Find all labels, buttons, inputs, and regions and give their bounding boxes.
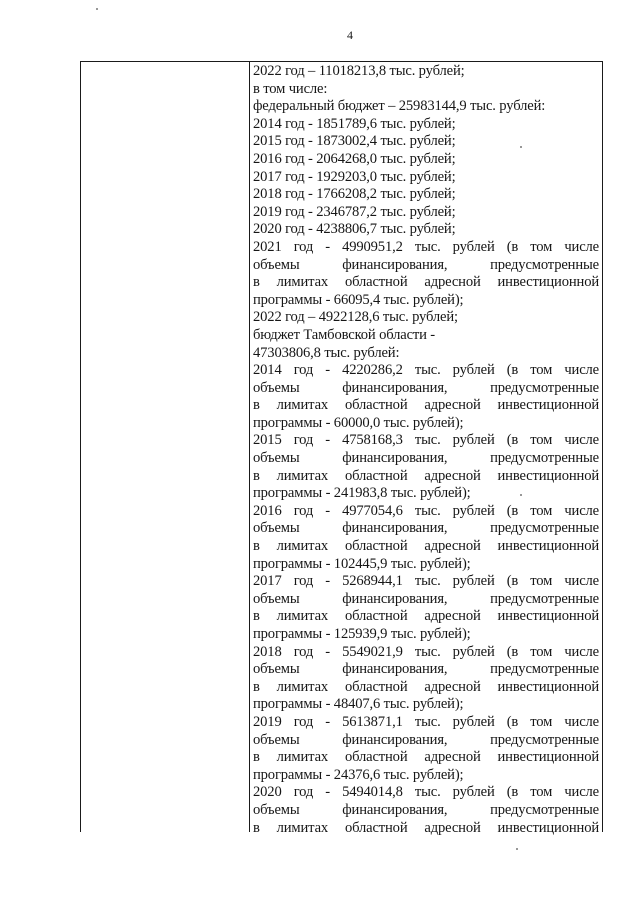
text-line: в лимитах областной адресной инвестиционной xyxy=(253,749,599,766)
document-table xyxy=(80,61,603,836)
table-right-cell xyxy=(253,63,599,837)
text-line: объемы финансирования, предусмотренные xyxy=(253,379,599,396)
text-line: в лимитах областной адресной инвестиционной xyxy=(253,538,599,555)
text-line: 2018 год - 5549021,9 тыс. рублей (в том числе xyxy=(253,643,599,660)
text-line: объемы финансирования, предусмотренные xyxy=(253,450,599,467)
text-line: программы - 48407,6 тыс. рублей); xyxy=(253,696,464,713)
text-line: объемы финансирования, предусмотренные xyxy=(253,801,599,818)
text-line: объемы финансирования, предусмотренные xyxy=(253,590,599,607)
text-line: в лимитах областной адресной инвестиционной xyxy=(253,608,599,625)
text-line: в том числе: xyxy=(253,80,328,97)
text-line: 2015 год - 1873002,4 тыс. рублей; xyxy=(253,133,456,150)
text-line: 47303806,8 тыс. рублей: xyxy=(253,344,400,361)
text-line: объемы финансирования, предусмотренные xyxy=(253,520,599,537)
text-line: в лимитах областной адресной инвестиционной xyxy=(253,819,599,836)
scan-speck xyxy=(520,494,522,496)
text-line: 2016 год - 4977054,6 тыс. рублей (в том числе xyxy=(253,502,599,519)
text-line: объемы финансирования, предусмотренные xyxy=(253,256,599,273)
table-left-cell xyxy=(81,62,250,832)
page-number: 4 xyxy=(347,28,353,42)
text-line: программы - 60000,0 тыс. рублей); xyxy=(253,414,464,431)
text-line: в лимитах областной адресной инвестиционной xyxy=(253,274,599,291)
text-line: в лимитах областной адресной инвестиционной xyxy=(253,397,599,414)
text-line: программы - 24376,6 тыс. рублей); xyxy=(253,766,464,783)
text-line: программы - 125939,9 тыс. рублей); xyxy=(253,626,471,642)
text-line: программы - 66095,4 тыс. рублей); xyxy=(253,291,464,308)
text-line: объемы финансирования, предусмотренные xyxy=(253,661,599,678)
text-line: 2014 год - 4220286,2 тыс. рублей (в том числе xyxy=(253,362,599,379)
text-line: 2019 год - 5613871,1 тыс. рублей (в том числе xyxy=(253,713,599,730)
text-line: 2022 год – 4922128,6 тыс. рублей; xyxy=(253,309,458,326)
text-line: в лимитах областной адресной инвестиционной xyxy=(253,467,599,484)
text-line: 2018 год - 1766208,2 тыс. рублей; xyxy=(253,186,456,203)
text-line: 2019 год - 2346787,2 тыс. рублей; xyxy=(253,203,456,220)
text-line: программы - 102445,9 тыс. рублей); xyxy=(253,555,471,572)
text-line: 2017 год - 5268944,1 тыс. рублей (в том числе xyxy=(253,573,599,590)
scan-speck xyxy=(96,8,98,10)
text-line: 2016 год - 2064268,0 тыс. рублей; xyxy=(253,150,456,167)
text-line: 2014 год - 1851789,6 тыс. рублей; xyxy=(253,115,456,132)
text-line: 2022 год – 11018213,8 тыс. рублей; xyxy=(253,63,465,79)
text-line: 2020 год - 4238806,7 тыс. рублей; xyxy=(253,221,456,238)
text-line: объемы финансирования, предусмотренные xyxy=(253,731,599,748)
text-line: 2015 год - 4758168,3 тыс. рублей (в том числе xyxy=(253,432,599,449)
text-line: в лимитах областной адресной инвестиционной xyxy=(253,678,599,695)
text-line: 2021 год - 4990951,2 тыс. рублей (в том числе xyxy=(253,238,599,255)
scan-speck xyxy=(516,848,518,850)
text-line: бюджет Тамбовской области - xyxy=(253,326,436,343)
text-line: программы - 241983,8 тыс. рублей); xyxy=(253,485,471,502)
text-line: 2020 год - 5494014,8 тыс. рублей (в том числе xyxy=(253,784,599,801)
text-line: федеральный бюджет – 25983144,9 тыс. рублей: xyxy=(253,98,546,115)
scan-speck xyxy=(520,146,522,148)
text-line: 2017 год - 1929203,0 тыс. рублей; xyxy=(253,168,456,185)
